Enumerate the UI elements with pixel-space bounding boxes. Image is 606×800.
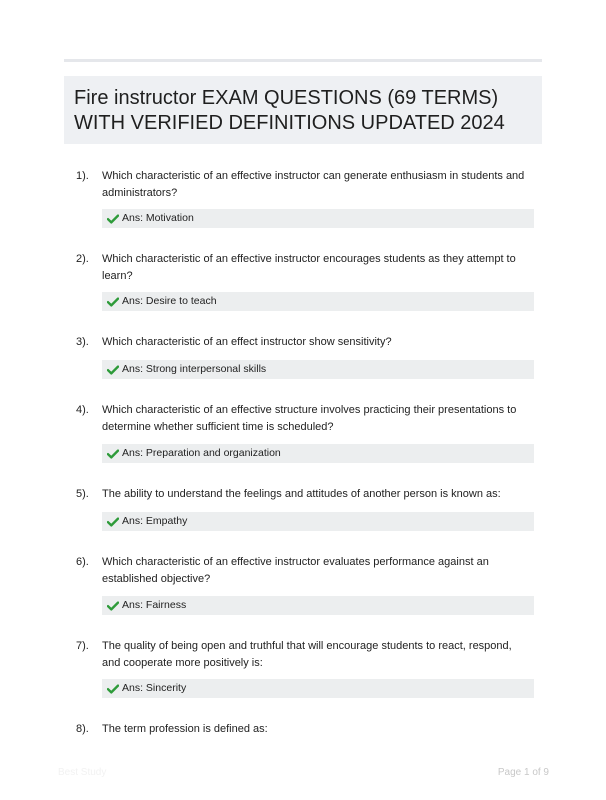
- answer-box: [102, 679, 534, 698]
- answer-text: Ans: Strong interpersonal skills: [122, 363, 267, 375]
- title-banner: [64, 76, 542, 144]
- check-icon: [107, 601, 119, 611]
- answer-box: [102, 512, 534, 531]
- question-text: Which characteristic of an effective structure involves practicing their presentations to determine whether sufficient time is scheduled?: [102, 404, 517, 433]
- answer-text: Ans: Motivation: [122, 212, 194, 224]
- answer-box: [102, 292, 534, 311]
- answer-text: Ans: Empathy: [122, 515, 188, 527]
- top-divider: [64, 59, 542, 62]
- page-title-line-2: WITH VERIFIED DEFINITIONS UPDATED 2024: [74, 112, 505, 134]
- check-icon: [107, 365, 119, 375]
- question-text: The term profession is defined as:: [102, 723, 268, 735]
- answer-text: Ans: Sincerity: [122, 682, 187, 694]
- question-number: 7).: [76, 640, 89, 652]
- question-text: Which characteristic of an effective instructor evaluates performance against an established objective?: [102, 556, 489, 585]
- question-text: The ability to understand the feelings and attitudes of another person is known as:: [102, 488, 501, 500]
- page-indicator: Page 1 of 9: [497, 767, 549, 778]
- check-icon: [107, 517, 119, 527]
- answer-box: [102, 596, 534, 615]
- check-icon: [107, 449, 119, 459]
- question-text: Which characteristic of an effect instructor show sensitivity?: [102, 336, 392, 348]
- question-text: Which characteristic of an effective instructor encourages students as they attempt to learn?: [102, 253, 516, 282]
- check-icon: [107, 214, 119, 224]
- answer-box: [102, 444, 534, 463]
- question-number: 3).: [76, 336, 89, 348]
- question-number: 6).: [76, 556, 89, 568]
- question-number: 5).: [76, 488, 89, 500]
- page-title-line-1: Fire instructor EXAM QUESTIONS (69 TERMS): [74, 87, 499, 109]
- check-icon: [107, 684, 119, 694]
- answer-text: Ans: Fairness: [122, 599, 187, 611]
- answer-text: Ans: Preparation and organization: [122, 447, 281, 459]
- question-number: 8).: [76, 723, 89, 735]
- answer-text: Ans: Desire to teach: [122, 295, 217, 307]
- answer-box: [102, 209, 534, 228]
- answer-box: [102, 360, 534, 379]
- question-number: 2).: [76, 253, 89, 265]
- question-number: 4).: [76, 404, 89, 416]
- footer-watermark: Best Study: [58, 767, 107, 778]
- question-text: The quality of being open and truthful that will encourage students to react, respond, and cooperate more positively is:: [102, 640, 512, 669]
- question-number: 1).: [76, 170, 89, 182]
- check-icon: [107, 297, 119, 307]
- question-text: Which characteristic of an effective instructor can generate enthusiasm in students and administrators?: [102, 170, 525, 199]
